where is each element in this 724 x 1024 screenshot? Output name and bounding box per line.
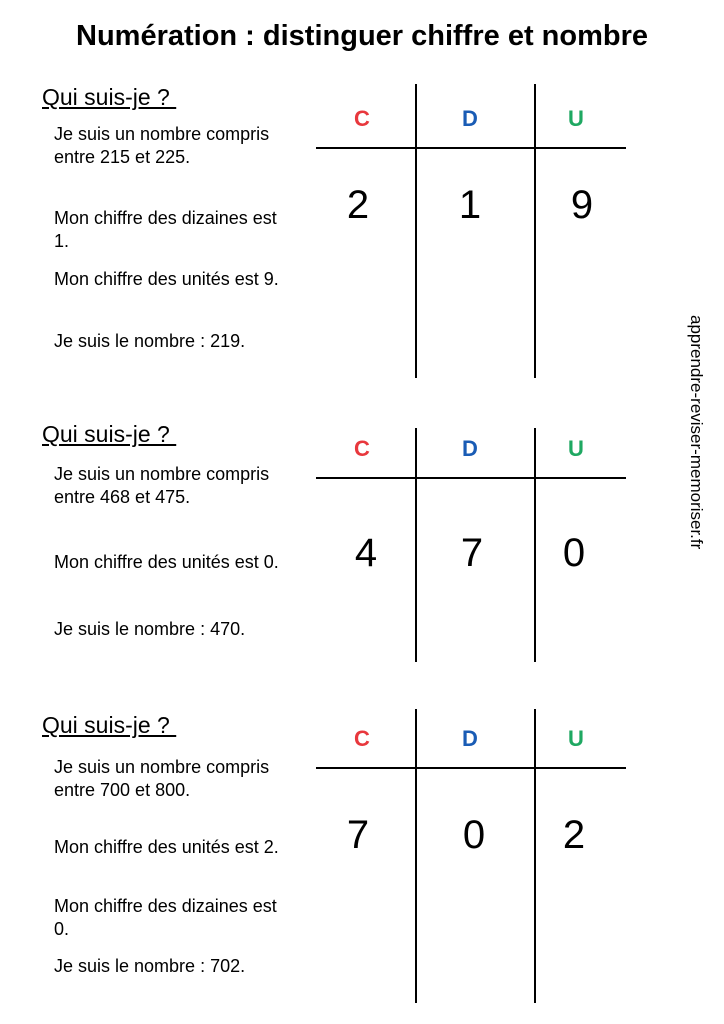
clue: Je suis le nombre : 219. bbox=[54, 331, 246, 351]
digit-units: 0 bbox=[562, 531, 586, 575]
exercise-heading: Qui suis-je ? bbox=[42, 84, 177, 110]
column-header-tens: D bbox=[462, 106, 478, 131]
column-header-hundreds: C bbox=[354, 106, 370, 131]
column-separator bbox=[415, 84, 417, 378]
clue: Mon chiffre des unités est 0. bbox=[54, 552, 279, 572]
table-divider bbox=[316, 477, 626, 479]
digit-tens: 0 bbox=[462, 813, 486, 857]
clue: Mon chiffre des dizaines est 1. bbox=[54, 208, 277, 251]
digit-tens: 7 bbox=[460, 531, 484, 575]
digit-hundreds: 4 bbox=[354, 531, 378, 575]
column-header-units: U bbox=[568, 726, 584, 751]
clue: Je suis un nombre compris entre 468 et 475. bbox=[54, 464, 270, 507]
clue: Je suis le nombre : 470. bbox=[54, 619, 246, 639]
clue: Je suis un nombre compris entre 215 et 225. bbox=[54, 124, 270, 167]
column-header-units: U bbox=[568, 106, 584, 131]
column-separator bbox=[534, 709, 536, 1003]
digit-units: 9 bbox=[570, 183, 594, 227]
column-separator bbox=[415, 428, 417, 662]
exercise-heading: Qui suis-je ? bbox=[42, 421, 177, 447]
digit-units: 2 bbox=[562, 813, 586, 857]
clue: Mon chiffre des unités est 9. bbox=[54, 269, 279, 289]
table-divider bbox=[316, 147, 626, 149]
column-header-hundreds: C bbox=[354, 436, 370, 461]
clue: Je suis le nombre : 702. bbox=[54, 956, 246, 976]
clue: Je suis un nombre compris entre 700 et 800. bbox=[54, 757, 270, 800]
digit-hundreds: 7 bbox=[346, 813, 370, 857]
table-divider bbox=[316, 767, 626, 769]
exercise-heading: Qui suis-je ? bbox=[42, 712, 177, 738]
page-title: Numération : distinguer chiffre et nombre bbox=[76, 20, 648, 52]
clue: Mon chiffre des dizaines est 0. bbox=[54, 896, 277, 939]
column-separator bbox=[415, 709, 417, 1003]
column-header-units: U bbox=[568, 436, 584, 461]
clue: Mon chiffre des unités est 2. bbox=[54, 837, 279, 857]
column-header-tens: D bbox=[462, 726, 478, 751]
digit-tens: 1 bbox=[458, 183, 482, 227]
column-separator bbox=[534, 84, 536, 378]
column-header-tens: D bbox=[462, 436, 478, 461]
digit-hundreds: 2 bbox=[346, 183, 370, 227]
column-separator bbox=[534, 428, 536, 662]
site-watermark: apprendre-reviser-memoriser.fr bbox=[687, 315, 706, 550]
column-header-hundreds: C bbox=[354, 726, 370, 751]
